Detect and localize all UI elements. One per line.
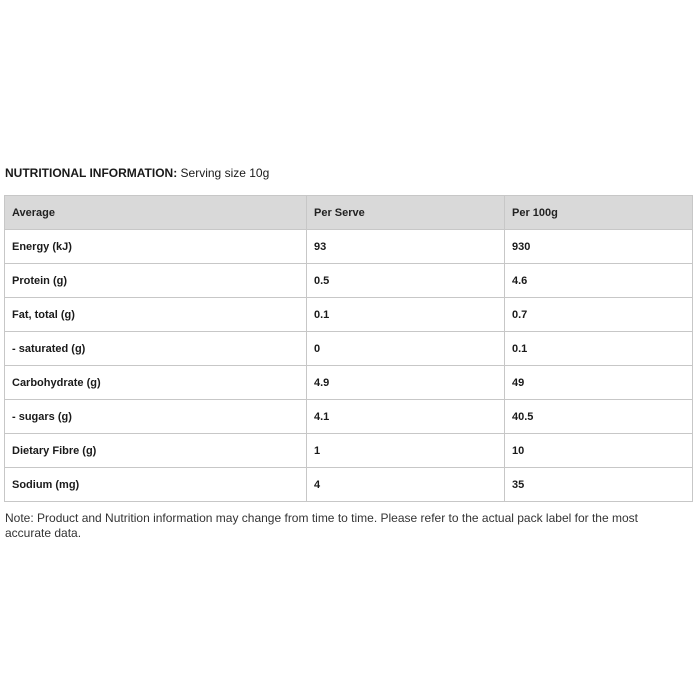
nutrient-name: Sodium (mg) bbox=[5, 468, 307, 502]
nutrient-name: Energy (kJ) bbox=[5, 230, 307, 264]
per-serve-value: 1 bbox=[307, 434, 505, 468]
table-row bbox=[5, 230, 693, 264]
table-row bbox=[5, 400, 693, 434]
table-header-row bbox=[5, 196, 693, 230]
nutrient-name: Dietary Fibre (g) bbox=[5, 434, 307, 468]
nutrient-name: Protein (g) bbox=[5, 264, 307, 298]
heading-label: NUTRITIONAL INFORMATION: bbox=[5, 166, 178, 180]
table-row bbox=[5, 366, 693, 400]
per-serve-value: 4.9 bbox=[307, 366, 505, 400]
disclaimer-note: Note: Product and Nutrition information may change from time to time. Please refer to the actual pack label for the most accurate data. bbox=[5, 511, 638, 540]
table-row bbox=[5, 332, 693, 366]
per-serve-value: 93 bbox=[307, 230, 505, 264]
per-serve-value: 4 bbox=[307, 468, 505, 502]
serving-size: Serving size 10g bbox=[180, 166, 270, 180]
per-serve-value: 0.5 bbox=[307, 264, 505, 298]
nutrition-table bbox=[4, 195, 693, 502]
nutrition-heading bbox=[5, 166, 269, 180]
table-row bbox=[5, 264, 693, 298]
nutrient-name: Carbohydrate (g) bbox=[5, 366, 307, 400]
header-average: Average bbox=[5, 196, 307, 230]
nutrient-name: Fat, total (g) bbox=[5, 298, 307, 332]
per-100g-value: 930 bbox=[505, 230, 693, 264]
table-row bbox=[5, 434, 693, 468]
per-100g-value: 0.1 bbox=[505, 332, 693, 366]
nutrient-name: - saturated (g) bbox=[5, 332, 307, 366]
per-serve-value: 0 bbox=[307, 332, 505, 366]
table-row bbox=[5, 468, 693, 502]
per-serve-value: 0.1 bbox=[307, 298, 505, 332]
per-100g-value: 35 bbox=[505, 468, 693, 502]
header-per-100g: Per 100g bbox=[505, 196, 693, 230]
per-100g-value: 4.6 bbox=[505, 264, 693, 298]
per-serve-value: 4.1 bbox=[307, 400, 505, 434]
per-100g-value: 10 bbox=[505, 434, 693, 468]
per-100g-value: 49 bbox=[505, 366, 693, 400]
table-row bbox=[5, 298, 693, 332]
header-per-serve: Per Serve bbox=[307, 196, 505, 230]
per-100g-value: 40.5 bbox=[505, 400, 693, 434]
nutrient-name: - sugars (g) bbox=[5, 400, 307, 434]
per-100g-value: 0.7 bbox=[505, 298, 693, 332]
